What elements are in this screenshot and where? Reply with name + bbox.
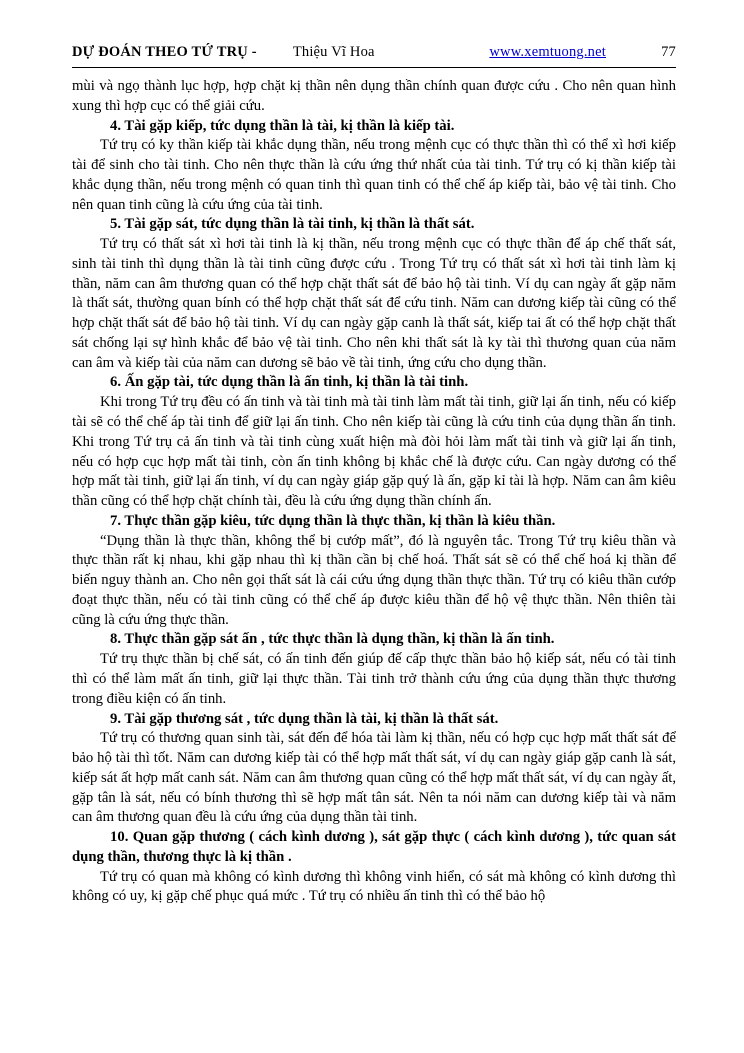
paragraph: “Dụng thần là thực thần, không thể bị cướp mất”, đó là nguyên tắc. Trong Tứ trụ kiêu thần và thực thần rất kị nhau, khi gặp nhau thì kị thần cần bị chế hoá. Thất sát sẽ có thể chế hoá kị thần để biến nguy thành an. Cho nên gọi thất sát là cái cứu ứng dụng thần thực thần. Tứ trụ có kiêu thần cướp đoạt thực thần, nếu có tài tinh cũng có thể chế áp được kiêu thần để hộ vệ thực thần. Nên thiên tài cũng là cứu ứng thực thần. <box>72 532 676 628</box>
section-heading: 7. Thực thần gặp kiêu, tức dụng thần là thực thần, kị thần là kiêu thần. <box>110 512 556 529</box>
document-body <box>72 77 676 907</box>
header-website-link[interactable]: www.xemtuong.net <box>489 44 606 60</box>
section-heading: 4. Tài gặp kiếp, tức dụng thần là tài, kị thần là kiếp tài. <box>110 117 455 134</box>
paragraph: Khi trong Tứ trụ đều có ấn tinh và tài tinh mà tài tinh làm mất tài tinh, giữ lại ấn tinh, nếu có kiếp tài sẽ có thể chế áp tài tinh để giữ lại ấn tinh. Cho nên kiếp tài cũng là cứu tinh của dụng thần ấn tinh. Khi trong Tứ trụ cả ấn tinh và tài tinh cùng xuất hiện mà đòi hỏi làm mất tài tinh và giữ lại ấn tinh, nếu có hợp cục hợp mất tài tinh, còn ấn tinh không bị khắc chế là được cứu. Can ngày dương có thể hợp mất tài tinh, giữ lại ấn tinh, ví dụ can ngày giáp gặp quý là ấn, gặp kỉ tài là hợp. Năm can âm kiêu thần cũng có thể hợp chặt chính tài, đều là cứu ứng dụng thần chính ấn. <box>72 394 676 510</box>
section-heading: 6. Ấn gặp tài, tức dụng thần là ấn tinh, kị thần là tài tinh. <box>110 374 469 391</box>
paragraph: Tứ trụ có thương quan sinh tài, sát đến để hóa tài làm kị thần, nếu có hợp cục hợp mất thất sát để bảo hộ tài thì tốt. Năm can dương kiếp tài có thể hợp mất thất sát, ví dụ can ngày giáp gặp canh là sát, kiếp sát ất hợp mất canh sát. Năm can âm thương quan cũng có thể hợp mất thất sát, ví dụ can ngày ất, gặp tân là sát, nếu có bính thương thì sẽ hợp mất tân sát. Nên ta nói năm can dương kiếp tài và năm can âm thương quan đều là cứu ứng của dụng thần tài tinh. <box>72 730 676 826</box>
section-heading: 10. Quan gặp thương ( cách kình dương ), sát gặp thực ( cách kình dương ), tức quan sát dụng thần, thương thực là kị thần . <box>72 829 676 865</box>
paragraph: Tứ trụ có thất sát xì hơi tài tinh là kị thần, nếu trong mệnh cục có thực thần để áp chế thất sát, sinh tài tinh thì dụng thần là tài tinh cũng được cứu . Trong Tứ trụ có thất sát xì hơi tài tinh làm kị thần, năm can âm thương quan có thể hợp chặt thất sát để bảo hộ tài tinh. Ví dụ can ngày ất gặp năm là thất sát, thường quan bính có thể hợp chặt thất sát để cứu tinh. Năm can dương kiếp tài cũng có thể hợp chặt thất sát để bảo hộ tài tinh. Ví dụ can ngày gặp canh là thất sát, kiếp tai ất có thể hợp chặt thất sát chống lại sự hình khắc để bảo vệ tài tinh. Cho nên khi thất sát là ky tài thì thương quan của năm can âm và kiếp tài của năm can dương sẽ bảo về tài tinh, ứng cứu cho dụng thần. <box>72 236 676 371</box>
section-heading: 5. Tài gặp sát, tức dụng thần là tài tinh, kị thần là thất sát. <box>110 216 475 233</box>
paragraph: Tứ trụ có ky thần kiếp tài khắc dụng thần, nếu trong mệnh cục có thực thần thì có thể xì hơi kiếp tài để sinh cho tài tinh. Cho nên thực thần là cứu ứng thứ nhất của tài tinh. Tứ trụ có kị thần kiếp tài khắc dụng thần, nếu trong mệnh có quan tinh thì quan tinh có thể chế áp kiếp tài, bảo vệ tài tinh. Cho nên quan tinh cũng là cứu ứng của tài tinh. <box>72 137 676 213</box>
header-author: Thiệu Vĩ Hoa <box>292 44 375 60</box>
paragraph: Tứ trụ thực thần bị chế sát, có ấn tinh đến giúp đế cấp thực thần bảo hộ kiếp sát, nếu có tài tinh thì có thể làm mất ấn tinh, giữ lại thực thần. Tài tinh trở thành cứu ứng của dụng thần thực thương trong điều kiện có ấn tinh. <box>72 651 676 707</box>
page-header <box>72 44 676 67</box>
section-heading: 8. Thực thần gặp sát ấn , tức thực thần là dụng thần, kị thần là ấn tinh. <box>110 631 555 648</box>
header-title: DỰ ĐOÁN THEO TỨ TRỤ - <box>72 44 257 60</box>
paragraph: mùi và ngọ thành lục hợp, hợp chặt kị thần nên dụng thần chính quan được cứu . Cho nên quan hình xung thì hợp cục có thể giải cứu. <box>72 78 676 114</box>
page-number: 77 <box>661 44 676 60</box>
header-divider <box>72 67 676 68</box>
paragraph: Tứ trụ có quan mà không có kình dương thì không vinh hiển, có sát mà không có kình dương thì không có uy, kị gặp chế phục quá mức . Tứ trụ có nhiều ấn tinh thì có thể bảo hộ <box>72 868 676 905</box>
section-heading: 9. Tài gặp thương sát , tức dụng thần là tài, kị thần là thất sát. <box>110 710 499 727</box>
